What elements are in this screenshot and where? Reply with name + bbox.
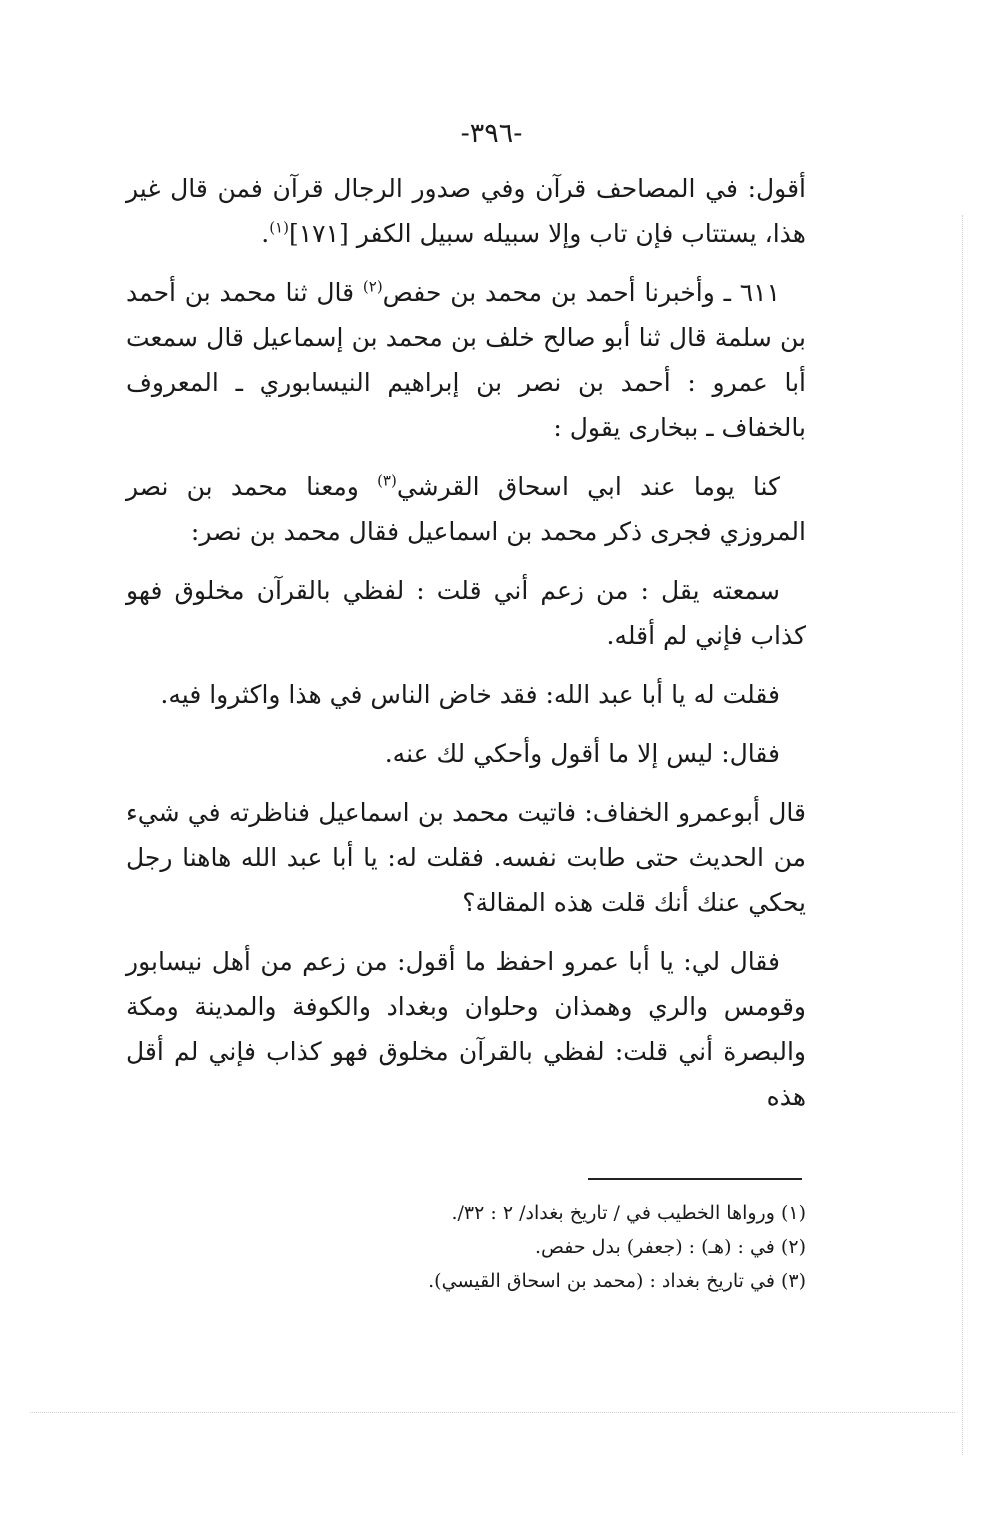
main-text: [126, 166, 806, 1133]
footnote-ref-1: (١): [269, 218, 289, 237]
paragraph-2-end: قال ثنا محمد بن أحمد بن سلمة قال ثنا أبو صالح خلف بن محمد بن إسماعيل قال سمعت أبا عمرو : أحمد بن نصر بن إبراهيم النيسابوري ـ المعروف بالخفاف ـ ببخارى يقول :: [126, 278, 806, 442]
footnote-divider: [588, 1178, 802, 1180]
footnote-ref-2: (٢): [362, 277, 383, 296]
paragraph-6-text: فقال: ليس إلا ما أقول وأحكي لك عنه.: [384, 739, 780, 768]
paragraph-7: [126, 790, 806, 925]
footnote-2: (٢) في : (هـ) : (جعفر) بدل حفص.: [534, 1236, 806, 1258]
footnote-ref-3: (٣): [377, 471, 397, 490]
paragraph-1-end: .: [261, 219, 270, 248]
paragraph-4-text: سمعته يقل : من زعم أني قلت : لفظي بالقرآن مخلوق فهو كذاب فإني لم أقله.: [126, 576, 806, 650]
scan-bottom-line: [30, 1412, 955, 1413]
paragraph-4: [126, 568, 806, 658]
paragraph-1-text: أقول: في المصاحف قرآن وفي صدور الرجال قرآن فمن قال غير هذا، يستتاب فإن تاب وإلا سبيله سبيل الكفر [١٧١]: [126, 174, 806, 248]
footnote-1: (١) ورواها الخطيب في / تاريخ بغداد/ ٢ : ٣٢/.: [451, 1202, 806, 1224]
paragraph-3-end: ومعنا محمد بن نصر المروزي فجرى ذكر محمد بن اسماعيل فقال محمد بن نصر:: [126, 472, 806, 546]
paragraph-1: [126, 166, 806, 256]
scan-edge-line: [962, 215, 963, 1455]
paragraph-8: [126, 939, 806, 1119]
paragraph-5-text: فقلت له يا أبا عبد الله: فقد خاض الناس في هذا واكثروا فيه.: [160, 680, 780, 709]
paragraph-8-text: فقال لي: يا أبا عمرو احفظ ما أقول: من زعم من أهل نيسابور وقومس والري وهمذان وحلوان وبغداد والكوفة والمدينة ومكة والبصرة أني قلت: لفظي بالقرآن مخلوق فهو كذاب فإني لم أقل هذه: [126, 947, 806, 1111]
page-number: -٣٩٦-: [460, 118, 523, 149]
paragraph-6: [126, 731, 806, 776]
paragraph-2-text: ٦١١ ـ وأخبرنا أحمد بن محمد بن حفص: [382, 278, 781, 307]
paragraph-2: [126, 270, 806, 450]
paragraph-3: [126, 464, 806, 554]
paragraph-3-text: كنا يوما عند ابي اسحاق القرشي: [396, 472, 780, 501]
footnote-3: (٣) في تاريخ بغداد : (محمد بن اسحاق القيسي).: [428, 1270, 806, 1292]
paragraph-7-text: قال أبوعمرو الخفاف: فاتيت محمد بن اسماعيل فناظرته في شيء من الحديث حتى طابت نفسه. فقلت له: يا أبا عبد الله هاهنا رجل يحكي عنك أنك قلت هذه المقالة؟: [126, 798, 806, 917]
paragraph-5: [126, 672, 806, 717]
footnotes: [126, 1196, 806, 1298]
